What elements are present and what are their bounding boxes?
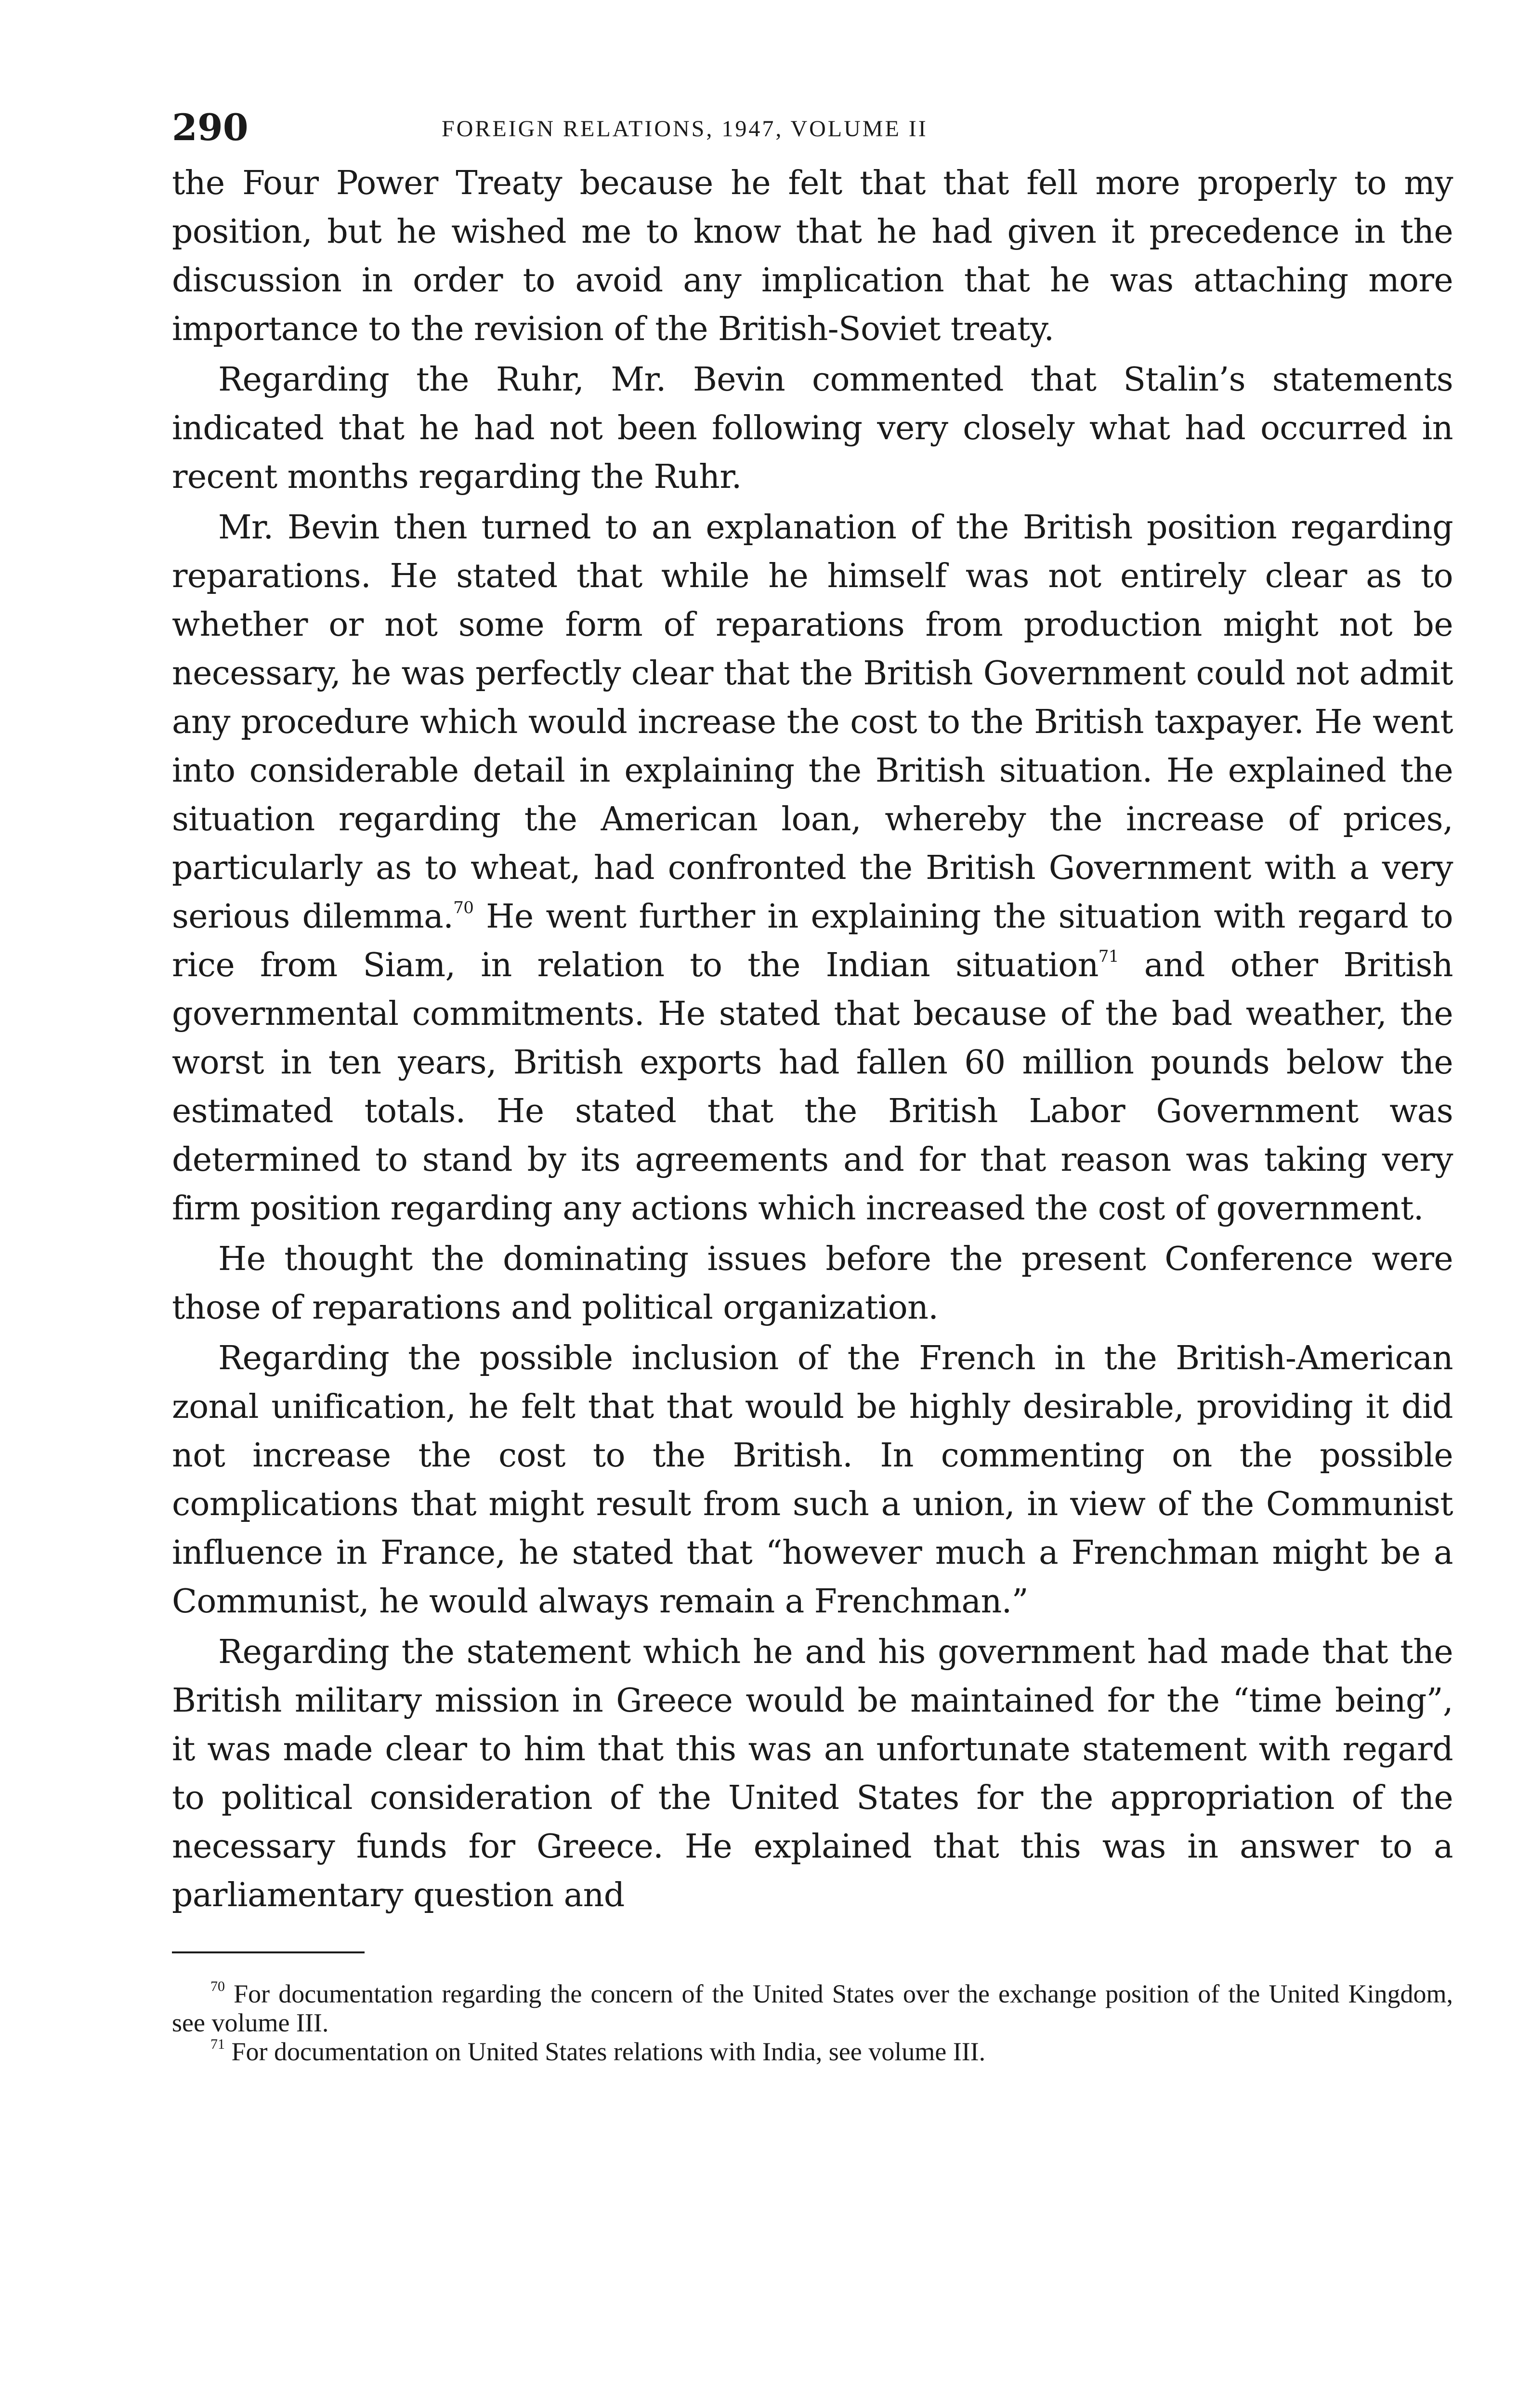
paragraph-text: He went further in explaining the situation with regard to rice from Siam, in relation to the Indian situation (172, 898, 1453, 984)
paragraph: Regarding the Ruhr, Mr. Bevin commented that Stalin’s statements indicated that he had not been following very closely what had occurred in recent months regarding the Ruhr. (172, 361, 1453, 496)
footnote-marker: 71 (210, 2036, 225, 2052)
footnote-marker: 70 (210, 1978, 225, 1994)
running-head (172, 96, 1453, 159)
paragraph-text: and other British governmental commitments. He stated that because of the bad weather, the worst in ten years, British exports had fallen 60 million pounds below the estimated totals. He stated that the British Labor Government was determined to stand by its agreements and for that reason was taking very firm position regarding any actions which increased the cost of government. (172, 946, 1453, 1228)
footnote-ref-71[interactable]: 71 (1098, 947, 1119, 966)
paragraph: Regarding the statement which he and his government had made that the British military mission in Greece would be maintained for the “time being”, it was made clear to him that this was an unfortunate statement with regard to political consideration of the United States for the appropriation of the necessary funds for Greece. He explained that this was in answer to a parliamentary question and (172, 1633, 1453, 1914)
paragraph (172, 503, 1453, 1233)
footnote-ref-70[interactable]: 70 (453, 898, 474, 917)
footnote-70 (172, 1979, 1453, 2037)
running-title: FOREIGN RELATIONS, 1947, VOLUME II (442, 116, 928, 142)
body-text (172, 159, 1453, 1920)
footnote-text: For documentation regarding the concern of the United States over the exchange position of the United Kingdom, see volume III. (172, 1979, 1453, 2037)
footnote-71 (172, 2037, 1453, 2066)
page-number: 290 (172, 106, 249, 149)
paragraph: Regarding the possible inclusion of the French in the British-American zonal unification, he felt that that would be highly desirable, providing it did not increase the cost to the British. In commenting on the possible complications that might result from such a union, in view of the Communist influence in France, he stated that “however much a Frenchman might be a Communist, he would always remain a Frenchman.” (172, 1339, 1453, 1621)
footnote-divider (172, 1951, 365, 1953)
footnote-text: For documentation on United States relations with India, see volume III. (231, 2037, 986, 2066)
paragraph: the Four Power Treaty because he felt that that fell more properly to my position, but he wished me to know that he had given it precedence in the discussion in order to avoid any implication that he was attaching more importance to the revision of the British-Soviet treaty. (172, 164, 1453, 348)
paragraph-text: Mr. Bevin then turned to an explanation of the British position regarding reparations. He stated that while he himself was not entirely clear as to whether or not some form of reparations from production might not be necessary, he was perfectly clear that the British Government could not admit any procedure which would increase the cost to the British taxpayer. He went into considerable detail in explaining the British situation. He explained the situation regarding the American loan, whereby the increase of prices, particularly as to wheat, had confronted the British Government with a very serious dilemma. (172, 509, 1453, 936)
document-page (172, 96, 1453, 2066)
footnotes (172, 1979, 1453, 2066)
paragraph: He thought the dominating issues before the present Conference were those of reparations and political organization. (172, 1240, 1453, 1327)
